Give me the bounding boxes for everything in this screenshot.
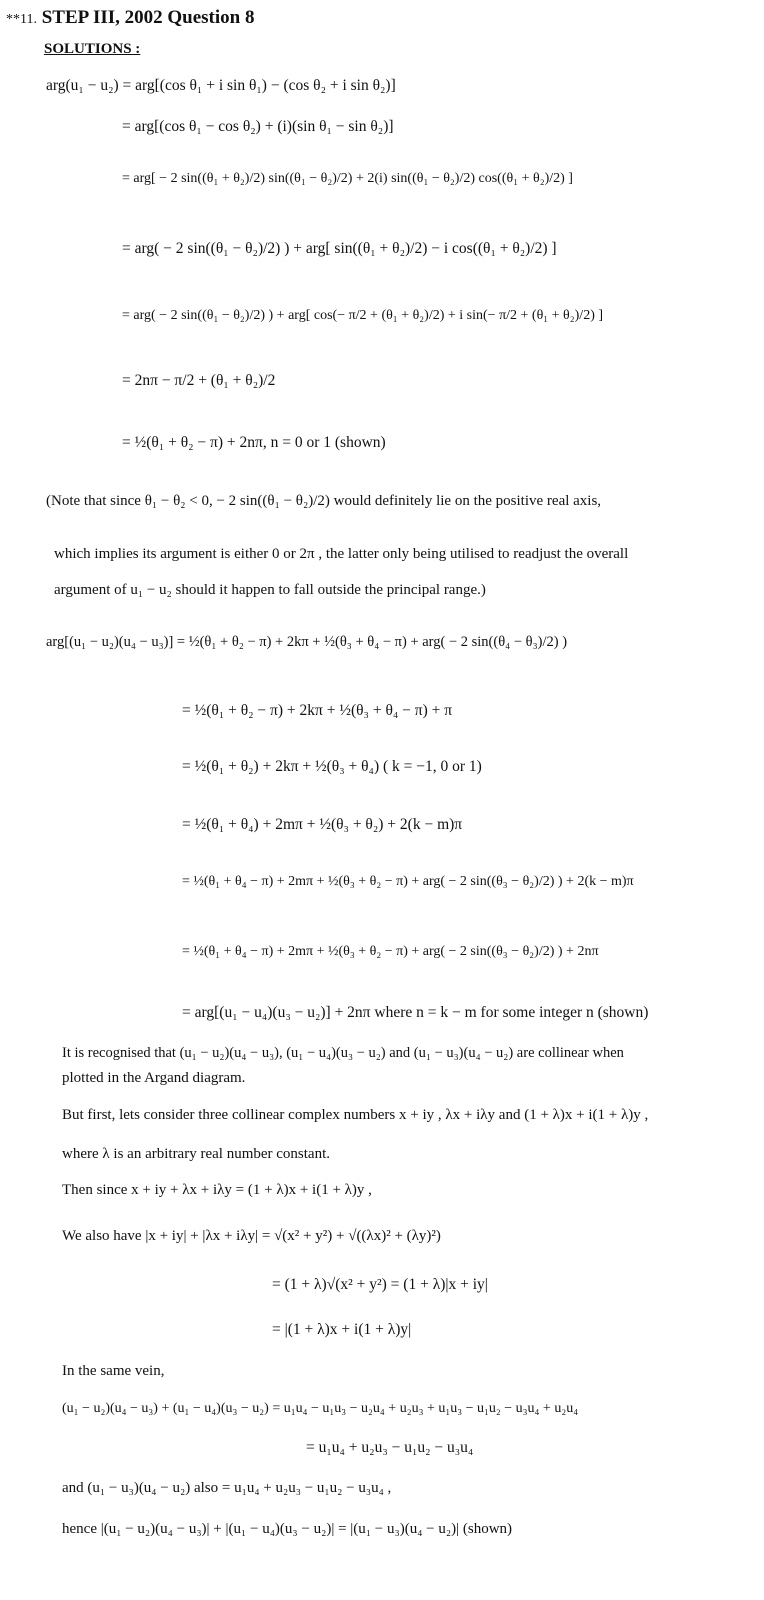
text-line: where λ is an arbitrary real number constant.	[62, 1146, 331, 1162]
math-line: = arg[ − 2 sin((θ₁ + θ₂)/2) sin((θ₁ − θ₂)/2) + 2(i) sin((θ₁ − θ₂)/2) cos((θ₁ + θ₂)/2) ]	[122, 171, 573, 186]
note-line: argument of u₁ − u₂ should it happen to fall outside the principal range.)	[54, 582, 486, 598]
math-line: (u₁ − u₂)(u₄ − u₃) + (u₁ − u₄)(u₃ − u₂) = u₁u₄ − u₁u₃ − u₂u₄ + u₂u₃ + u₁u₃ − u₁u₂ − u₃u₄ + u₂u₄	[62, 1401, 579, 1416]
solutions-label: SOLUTIONS :	[44, 41, 141, 57]
text-line: Then since x + iy + λx + iλy = (1 + λ)x + i(1 + λ)y ,	[62, 1182, 372, 1198]
text-line: We also have |x + iy| + |λx + iλy| = √(x² + y²) + √((λx)² + (λy)²)	[62, 1228, 441, 1244]
math-line: = ½(θ₁ + θ₂) + 2kπ + ½(θ₃ + θ₄) ( k = −1, 0 or 1)	[182, 758, 482, 775]
math-line: = ½(θ₁ + θ₄ − π) + 2mπ + ½(θ₃ + θ₂ − π) + arg( − 2 sin((θ₃ − θ₂)/2) ) + 2(k − m)π	[182, 874, 634, 889]
question-title: STEP III, 2002 Question 8	[41, 7, 255, 28]
math-line: = arg( − 2 sin((θ₁ − θ₂)/2) ) + arg[ cos(− π/2 + (θ₁ + θ₂)/2) + i sin(− π/2 + (θ₁ + θ₂)/2) ]	[122, 308, 604, 323]
math-line: = ½(θ₁ + θ₄) + 2mπ + ½(θ₃ + θ₂) + 2(k − m)π	[182, 816, 463, 833]
text-line: But first, lets consider three collinear complex numbers x + iy , λx + iλy and (1 + λ)x + i(1 + λ)y ,	[62, 1107, 649, 1123]
math-line: = 2nπ − π/2 + (θ₁ + θ₂)/2	[122, 372, 276, 389]
note-line: which implies its argument is either 0 or 2π , the latter only being utilised to readjust the overall	[54, 546, 629, 562]
math-line: = (1 + λ)√(x² + y²) = (1 + λ)|x + iy|	[272, 1276, 488, 1293]
math-line: = ½(θ₁ + θ₂ − π) + 2nπ, n = 0 or 1 (shown)	[122, 434, 386, 451]
math-line: = ½(θ₁ + θ₄ − π) + 2mπ + ½(θ₃ + θ₂ − π) + arg( − 2 sin((θ₃ − θ₂)/2) ) + 2nπ	[182, 944, 599, 959]
math-line: arg[(u₁ − u₂)(u₄ − u₃)] = ½(θ₁ + θ₂ − π) + 2kπ + ½(θ₃ + θ₄ − π) + arg( − 2 sin((θ₄ − θ₃)/2) )	[46, 634, 568, 650]
math-line: = u₁u₄ + u₂u₃ − u₁u₂ − u₃u₄	[306, 1439, 474, 1456]
math-line: = |(1 + λ)x + i(1 + λ)y|	[272, 1321, 412, 1338]
text-line: hence |(u₁ − u₂)(u₄ − u₃)| + |(u₁ − u₄)(u₃ − u₂)| = |(u₁ − u₃)(u₄ − u₂)| (shown)	[62, 1521, 513, 1537]
math-line: = arg[(cos θ₁ − cos θ₂) + (i)(sin θ₁ − sin θ₂)]	[122, 118, 394, 135]
question-header	[6, 6, 254, 30]
text-line: and (u₁ − u₃)(u₄ − u₂) also = u₁u₄ + u₂u₃ − u₁u₂ − u₃u₄ ,	[62, 1480, 392, 1496]
note-line: (Note that since θ₁ − θ₂ < 0, − 2 sin((θ₁ − θ₂)/2) would definitely lie on the positive real axis,	[46, 493, 602, 509]
math-line: arg(u₁ − u₂) = arg[(cos θ₁ + i sin θ₁) − (cos θ₂ + i sin θ₂)]	[46, 77, 396, 94]
text-line: It is recognised that (u₁ − u₂)(u₄ − u₃), (u₁ − u₄)(u₃ − u₂) and (u₁ − u₃)(u₄ − u₂) are collinear when	[62, 1045, 624, 1061]
text-line: In the same vein,	[62, 1363, 165, 1379]
text-line: plotted in the Argand diagram.	[62, 1070, 246, 1086]
math-line: = arg[(u₁ − u₄)(u₃ − u₂)] + 2nπ where n = k − m for some integer n (shown)	[182, 1004, 649, 1021]
math-line: = ½(θ₁ + θ₂ − π) + 2kπ + ½(θ₃ + θ₄ − π) + π	[182, 702, 453, 719]
difficulty-stars: **11.	[6, 12, 37, 27]
math-line: = arg( − 2 sin((θ₁ − θ₂)/2) ) + arg[ sin((θ₁ + θ₂)/2) − i cos((θ₁ + θ₂)/2) ]	[122, 240, 557, 257]
